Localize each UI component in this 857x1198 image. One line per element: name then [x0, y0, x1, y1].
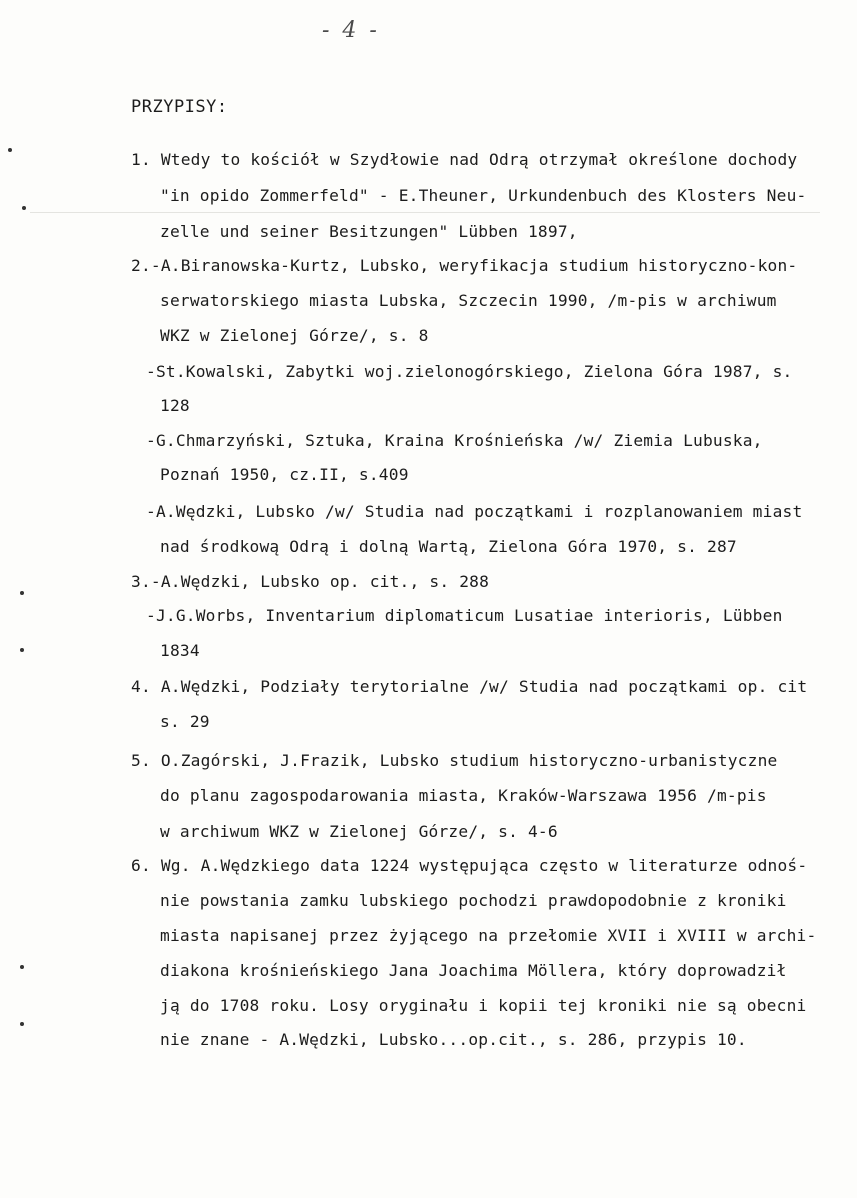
scan-speck [20, 1022, 24, 1026]
footnote-line: "in opido Zommerfeld" - E.Theuner, Urkundenbuch des Klosters Neu- [160, 186, 807, 205]
footnote-line: -G.Chmarzyński, Sztuka, Kraina Krośnieńska /w/ Ziemia Lubuska, [146, 431, 763, 450]
footnote-line: serwatorskiego miasta Lubska, Szczecin 1990, /m-pis w archiwum [160, 291, 777, 310]
footnote-line: WKZ w Zielonej Górze/, s. 8 [160, 326, 429, 345]
footnote-line: nie znane - A.Wędzki, Lubsko...op.cit., s. 286, przypis 10. [160, 1030, 747, 1049]
footnote-line: ją do 1708 roku. Losy oryginału i kopii tej kroniki nie są obecni [160, 996, 807, 1015]
footnote-line: diakona krośnieńskiego Jana Joachima Möllera, który doprowadził [160, 961, 787, 980]
footnote-line: nie powstania zamku lubskiego pochodzi prawdopodobnie z kroniki [160, 891, 787, 910]
footnote-line: -St.Kowalski, Zabytki woj.zielonogórskiego, Zielona Góra 1987, s. [146, 362, 793, 381]
footnote-line: 1834 [160, 641, 200, 660]
footnote-line: s. 29 [160, 712, 210, 731]
footnote-line: nad środkową Odrą i dolną Wartą, Zielona Góra 1970, s. 287 [160, 537, 737, 556]
scan-fold-line [30, 212, 820, 213]
footnote-line: -J.G.Worbs, Inventarium diplomaticum Lusatiae interioris, Lübben [146, 606, 783, 625]
footnote-line: -A.Wędzki, Lubsko /w/ Studia nad początkami i rozplanowaniem miast [146, 502, 803, 521]
footnote-line: 6. Wg. A.Wędzkiego data 1224 występująca często w literaturze odnoś- [131, 856, 808, 875]
footnote-line: 128 [160, 396, 190, 415]
footnote-line: 2.-A.Biranowska-Kurtz, Lubsko, weryfikacja studium historyczno-kon- [131, 256, 798, 275]
scan-speck [22, 206, 26, 210]
footnote-line: 5. O.Zagórski, J.Frazik, Lubsko studium historyczno-urbanistyczne [131, 751, 778, 770]
footnote-line: Poznań 1950, cz.II, s.409 [160, 465, 409, 484]
scan-speck [20, 965, 24, 969]
footnote-line: 3.-A.Wędzki, Lubsko op. cit., s. 288 [131, 572, 490, 591]
footnote-line: do planu zagospodarowania miasta, Kraków-Warszawa 1956 /m-pis [160, 786, 767, 805]
scan-speck [8, 148, 12, 152]
footnote-line: zelle und seiner Besitzungen" Lübben 1897, [160, 222, 578, 241]
footnote-line: w archiwum WKZ w Zielonej Górze/, s. 4-6 [160, 822, 558, 841]
footnote-line: miasta napisanej przez żyjącego na przełomie XVII i XVIII w archi- [160, 926, 817, 945]
footnote-line: 4. A.Wędzki, Podziały terytorialne /w/ Studia nad początkami op. cit [131, 677, 808, 696]
page-number: - 4 - [322, 18, 380, 43]
footnotes-heading: PRZYPISY: [131, 97, 228, 117]
scan-speck [20, 591, 24, 595]
scan-speck [20, 648, 24, 652]
footnote-line: 1. Wtedy to kościół w Szydłowie nad Odrą otrzymał określone dochody [131, 150, 798, 169]
